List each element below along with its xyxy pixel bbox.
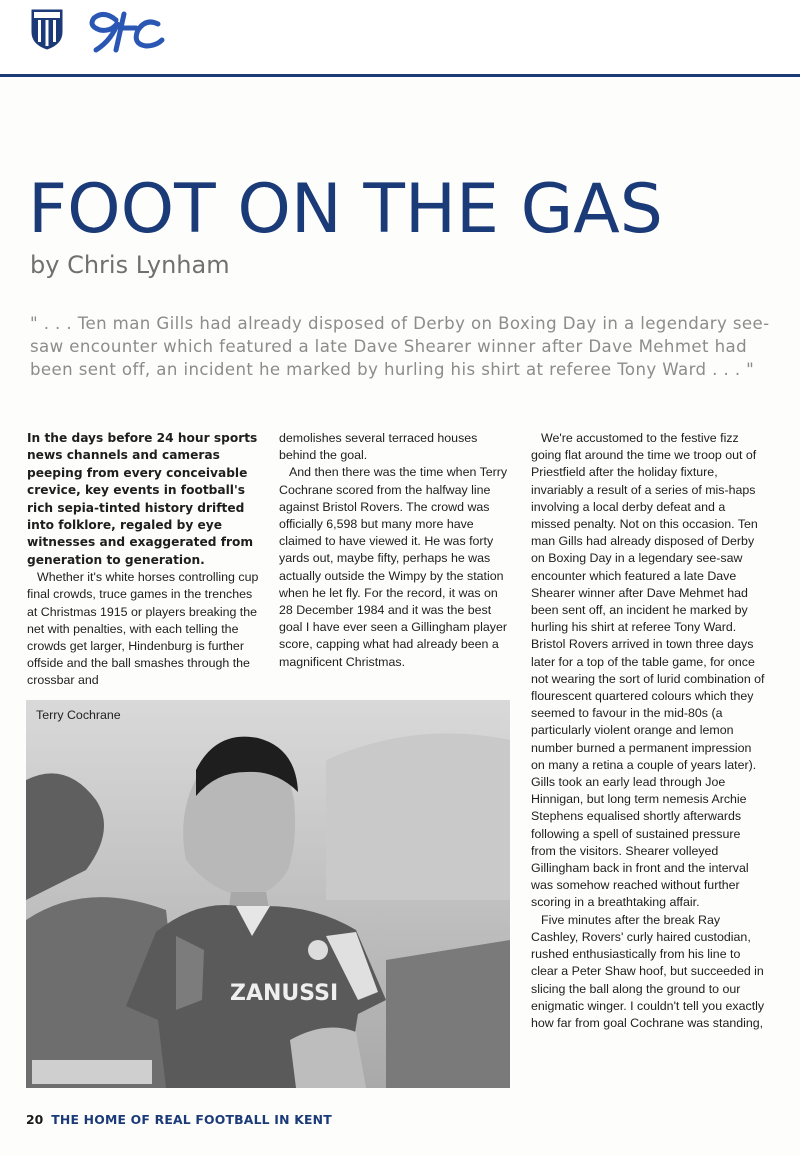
page-footer	[26, 1112, 332, 1127]
body-paragraph: Five minutes after the break Ray Cashley, Rovers' curly haired custodian, rushed enthusiastically from his line to clear a Peter Shaw hoof, but succeeded in slicing the ball along the ground to our enigmatic winger. I couldn't tell you exactly how far from goal Cochrane was standing,	[531, 912, 765, 1030]
body-paragraph: We're accustomed to the festive fizz going flat around the time we troop out of Priestfield after the holiday fixture, invariably a result of a series of mis-haps involving a local derby defeat and a missed penalty. Not on this occasion. Ten man Gills had already disposed of Derby on Boxing Day in a legendary see-saw encounter which featured a late Dave Shearer winner after Dave Mehmet had been sent off, an incident he marked by hurling his shirt at referee Tony Ward. Bristol Rovers arrived in town three days later for a top of the table game, for once not wearing the sort of lurid combination of flourescent quartered colours which they seemed to favour in the mid-80s (a particularly violent orange and lemon number burned a permanent impression on many a retina a couple of years later). Gills took an early lead through Joe Hinnigan, but long term nemesis Archie Stephens equalised shortly afterwards following a spell of sustained pressure from the visitors. Shearer volleyed Gillingham back in front and the interval was somehow reached without further scoring in a breathtaking affair.	[531, 431, 765, 910]
article-byline: by Chris Lynham	[30, 251, 230, 279]
player-photo-image	[26, 700, 510, 1088]
player-photo	[26, 700, 510, 1088]
photo-caption: Terry Cochrane	[36, 708, 121, 722]
article-column-2	[279, 430, 511, 671]
footer-tagline: THE HOME OF REAL FOOTBALL IN KENT	[51, 1112, 332, 1127]
page-number: 20	[26, 1112, 44, 1127]
pull-quote: " . . . Ten man Gills had already disposed of Derby on Boxing Day in a legendary see-saw encounter which featured a late Dave Shearer winner after Dave Mehmet had been sent off, an incident he marked by hurling his shirt at referee Tony Ward . . . "	[30, 314, 770, 379]
article-column-1	[27, 430, 259, 690]
header-rule	[0, 74, 800, 77]
lede-paragraph: In the days before 24 hour sports news channels and cameras peeping from every conceivable crevice, key events in football's rich sepia-tinted history drifted into folklore, regaled by eye witnesses and exaggerated from generation to generation.	[27, 431, 258, 567]
body-paragraph: Whether it's white horses controlling cup final crowds, truce games in the trenches at Christmas 1915 or players breaking the net with penalties, with each telling the crowds get larger, Hindenburg is further offside and the ball smashes through the crossbar and	[27, 570, 259, 688]
body-paragraph: demolishes several terraced houses behind the goal.	[279, 431, 478, 463]
gillingham-crest-icon	[30, 8, 64, 50]
article-column-3	[531, 430, 767, 1032]
gfc-monogram-icon	[86, 6, 170, 56]
body-paragraph: And then there was the time when Terry Cochrane scored from the halfway line against Bristol Rovers. The crowd was officially 6,598 but many more have claimed to have viewed it. He was forty yards out, maybe fifty, perhaps he was actually outside the Wimpy by the station when he let fly. For the record, it was on 28 December 1984 and it was the best goal I have ever seen a Gillingham player score, capping what had already been a magnificent Christmas.	[279, 465, 508, 669]
article-title: FOOT ON THE GAS	[28, 170, 663, 249]
shirt-sponsor-text: ZANUSSI	[230, 981, 339, 1006]
